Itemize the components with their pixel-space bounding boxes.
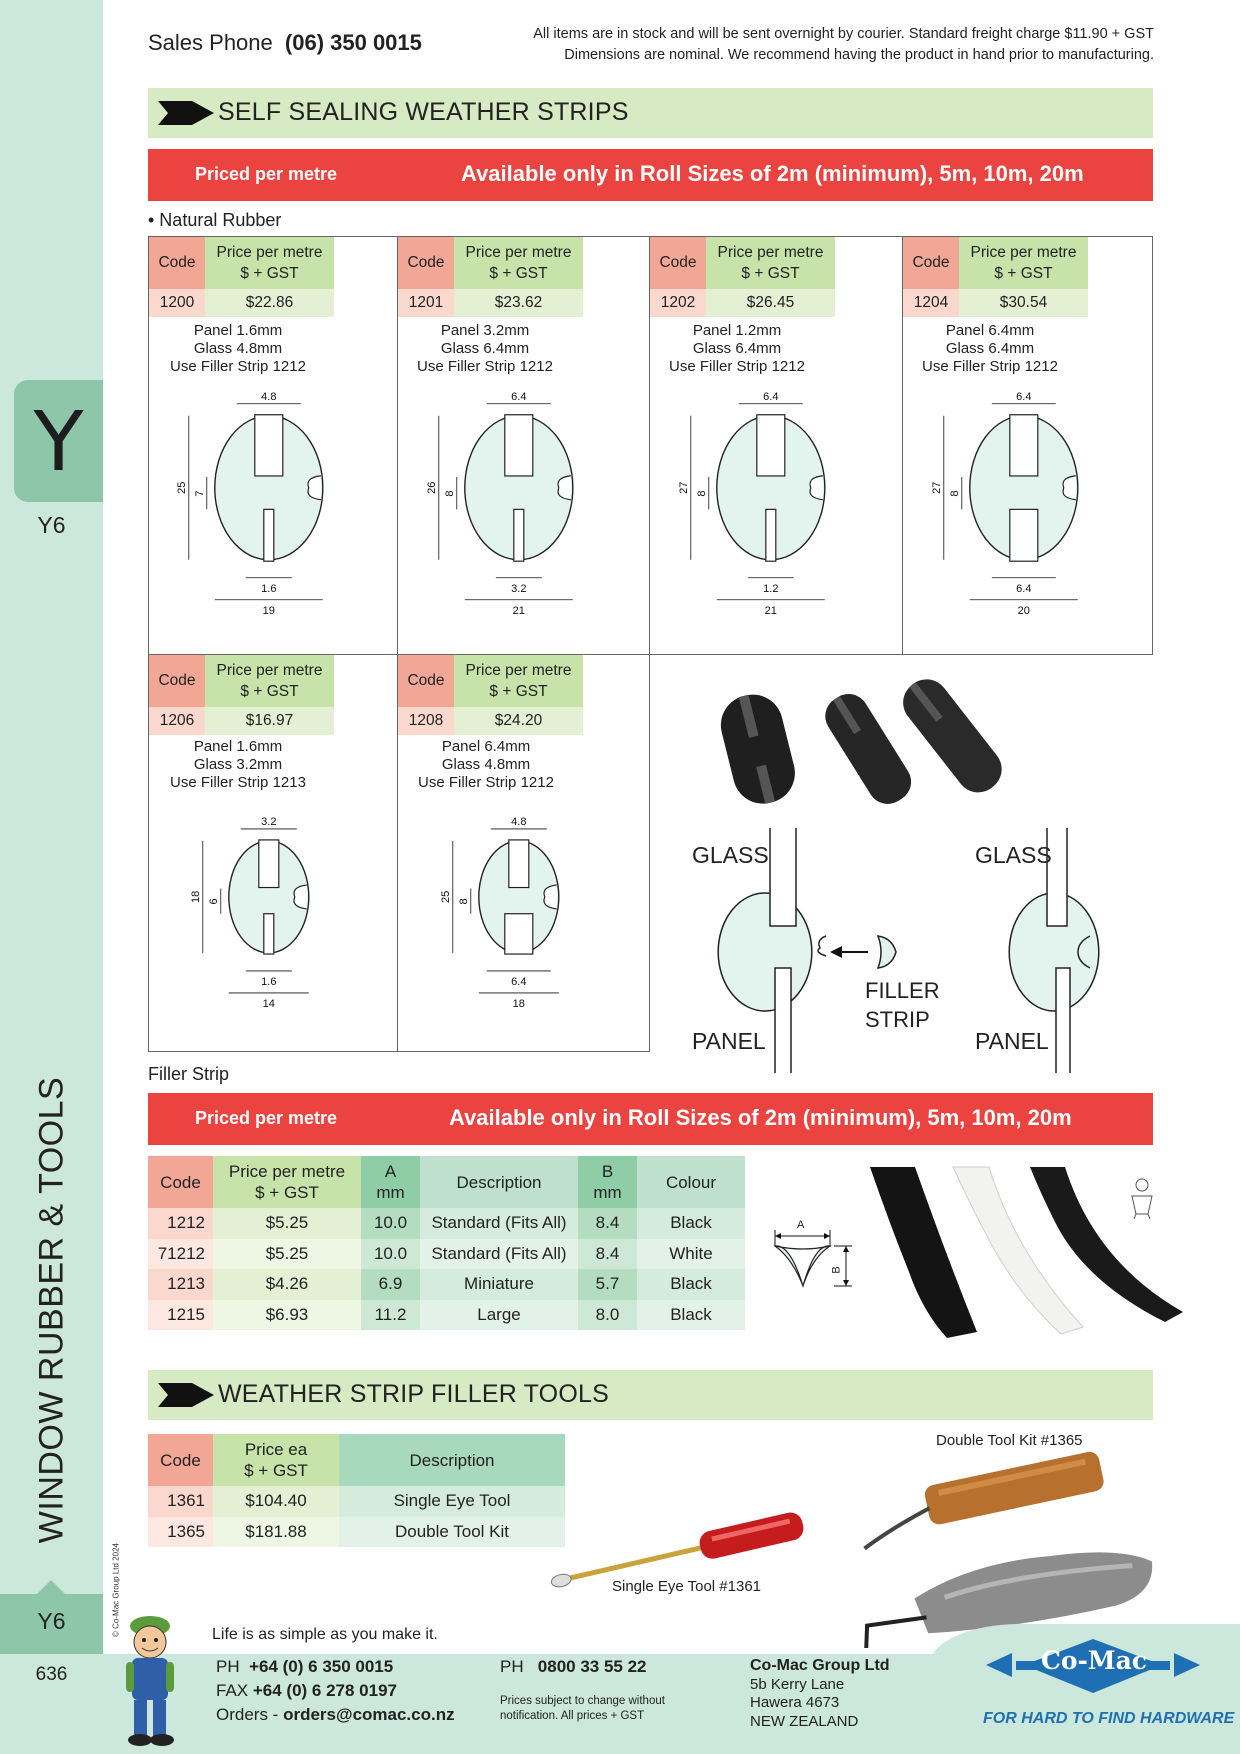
product-spec: Panel 3.2mm Glass 6.4mm Use Filler Strip 1212	[417, 322, 553, 375]
profile-diagram-1208	[420, 808, 610, 1042]
footer-orders: Orders - orders@comac.co.nz	[216, 1705, 455, 1724]
panel-slot	[264, 914, 274, 954]
height-dimension-label: 27	[930, 481, 943, 494]
code-header: Code	[398, 655, 454, 707]
width-dimension-label: 21	[512, 604, 525, 617]
sales-number: (06) 350 0015	[284, 30, 422, 55]
price-table-1208	[398, 655, 583, 735]
profile-svg	[925, 392, 1115, 644]
filler-groove	[1063, 476, 1076, 500]
filler-strip-table	[148, 1156, 745, 1330]
grid-border	[1152, 236, 1153, 654]
width-dimension-label: 18	[512, 997, 525, 1010]
grid-border	[649, 236, 650, 1051]
profile-svg	[420, 808, 610, 1042]
arrow-icon	[158, 101, 214, 125]
glass-slot	[509, 840, 529, 888]
shipping-notice	[533, 24, 1154, 66]
width-dimension-label: 19	[262, 604, 275, 617]
mascot-sketch	[1126, 1176, 1160, 1220]
grid-border	[397, 236, 398, 1051]
profile-svg	[672, 392, 862, 644]
panel-slot	[505, 914, 533, 954]
price-table-1200	[149, 237, 334, 317]
panel-slot	[514, 509, 524, 561]
section-code-top: Y6	[37, 512, 66, 538]
slogan: Life is as simple as you make it.	[212, 1626, 438, 1643]
slot-dimension-label: 1.6	[261, 975, 277, 988]
top-dimension-label: 6.4	[511, 392, 527, 403]
column-header: Code	[148, 1156, 213, 1208]
panel-slot	[1010, 509, 1038, 561]
filler-groove	[308, 476, 321, 500]
section-title: SELF SEALING WEATHER STRIPS	[218, 98, 629, 126]
product-spec: Panel 6.4mm Glass 6.4mm Use Filler Strip 1212	[922, 322, 1058, 375]
product-code: 1206	[149, 707, 205, 735]
table-row: 1365 $181.88 Double Tool Kit	[148, 1517, 565, 1548]
inner-dimension-label: 8	[695, 490, 708, 497]
column-header: Code	[148, 1434, 213, 1486]
price-header: Price per metre $ + GST	[454, 237, 583, 289]
product-price: $24.20	[454, 707, 583, 735]
filler-groove	[810, 476, 823, 500]
table-row: 71212 $5.25 10.0 Standard (Fits All) 8.4 White	[148, 1239, 745, 1270]
product-code: 1204	[903, 289, 959, 317]
glass-slot	[1010, 415, 1038, 476]
copyright: © Co-Mac Group Ltd 2024	[111, 1543, 121, 1637]
filler-groove	[544, 885, 557, 909]
code-header: Code	[903, 237, 959, 289]
inner-dimension-label: 7	[193, 490, 206, 497]
grid-border	[148, 1051, 650, 1052]
logo-text: Co-Mac	[1040, 1646, 1148, 1675]
filler-groove	[294, 885, 307, 909]
slot-dimension-label: 6.4	[511, 975, 527, 988]
price-header: Price per metre $ + GST	[205, 237, 334, 289]
dimension-b-label: B	[830, 1266, 843, 1274]
roll-sizes: Available only in Roll Sizes of 2m (minimum), 5m, 10m, 20m	[461, 161, 1084, 186]
section-header-weather-strips	[148, 88, 1153, 138]
filler-label-2: STRIP	[865, 1007, 930, 1032]
inner-dimension-label: 8	[948, 490, 961, 497]
price-table-1202	[650, 237, 835, 317]
table-row: 1361 $104.40 Single Eye Tool	[148, 1486, 565, 1517]
column-header: A mm	[361, 1156, 420, 1208]
inner-dimension-label: 6	[207, 898, 220, 905]
top-dimension-label: 6.4	[763, 392, 779, 403]
width-dimension-label: 21	[764, 604, 777, 617]
filler-groove	[558, 476, 571, 500]
product-price: $30.54	[959, 289, 1088, 317]
priced-label: Priced per metre	[195, 164, 338, 184]
table-row: 1213 $4.26 6.9 Miniature 5.7 Black	[148, 1269, 745, 1300]
rubber-strips-photo	[715, 665, 1025, 815]
product-price: $26.45	[706, 289, 835, 317]
price-table-1206	[149, 655, 334, 735]
top-dimension-label: 6.4	[1016, 392, 1032, 403]
product-spec: Panel 6.4mm Glass 4.8mm Use Filler Strip 1212	[418, 738, 554, 791]
roll-sizes: Available only in Roll Sizes of 2m (minimum), 5m, 10m, 20m	[449, 1105, 1072, 1130]
profile-svg	[420, 392, 610, 644]
height-dimension-label: 26	[425, 481, 438, 494]
slot-dimension-label: 3.2	[511, 582, 527, 595]
pricing-banner	[148, 149, 1153, 201]
bottom-tab-notch	[37, 1580, 65, 1594]
notice-line-2: Dimensions are nominal. We recommend having the product in hand prior to manufacturing.	[564, 47, 1154, 63]
single-tool-caption: Single Eye Tool #1361	[612, 1578, 762, 1595]
panel-label-left: PANEL	[692, 1028, 766, 1054]
inner-dimension-label: 8	[457, 898, 470, 905]
sales-label: Sales Phone	[148, 30, 273, 55]
code-header: Code	[398, 237, 454, 289]
slot-dimension-label: 1.2	[763, 582, 779, 595]
priced-label: Priced per metre	[195, 1108, 338, 1128]
double-tool-caption: Double Tool Kit #1365	[936, 1432, 1083, 1449]
profile-diagram-1204	[925, 392, 1115, 644]
code-header: Code	[149, 655, 205, 707]
double-tool-kit-photo	[855, 1448, 1165, 1648]
top-dimension-label: 3.2	[261, 815, 277, 828]
product-code: 1201	[398, 289, 454, 317]
glass-label-right: GLASS	[975, 842, 1052, 868]
product-code: 1208	[398, 707, 454, 735]
price-header: Price per metre $ + GST	[706, 237, 835, 289]
panel-slot	[264, 509, 274, 561]
price-table-1204	[903, 237, 1088, 317]
footer-fax: FAX +64 (0) 6 278 0197	[216, 1681, 398, 1700]
height-dimension-label: 25	[175, 481, 188, 494]
price-header: Price per metre $ + GST	[454, 655, 583, 707]
tools-table	[148, 1434, 565, 1547]
footer-phone: PH +64 (0) 6 350 0015	[216, 1657, 394, 1676]
sales-phone	[148, 30, 422, 56]
profile-diagram-1202	[672, 392, 862, 644]
mascot-icon	[112, 1608, 190, 1748]
single-eye-tool-photo	[545, 1508, 815, 1588]
height-dimension-label: 25	[439, 890, 452, 904]
column-header: Price ea $ + GST	[213, 1434, 339, 1486]
inner-dimension-label: 8	[443, 490, 456, 497]
glass-slot	[757, 415, 785, 476]
section-header-tools	[148, 1370, 1153, 1420]
top-dimension-label: 4.8	[261, 392, 277, 403]
filler-label-1: FILLER	[865, 978, 940, 1003]
glass-slot	[255, 415, 283, 476]
footer-freephone: PH 0800 33 55 22	[500, 1657, 647, 1676]
panel-label-right: PANEL	[975, 1028, 1049, 1054]
column-header: Price per metre $ + GST	[213, 1156, 361, 1208]
notice-line-1: All items are in stock and will be sent overnight by courier. Standard freight charge $11.90 + GST	[533, 26, 1154, 42]
product-spec: Panel 1.2mm Glass 6.4mm Use Filler Strip 1212	[669, 322, 805, 375]
table-row: 1215 $6.93 11.2 Large 8.0 Black	[148, 1300, 745, 1331]
slot-dimension-label: 6.4	[1016, 582, 1032, 595]
company-address: Co-Mac Group Ltd 5b Kerry Lane Hawera 4673 NEW ZEALAND	[750, 1657, 890, 1730]
column-header: Description	[339, 1434, 565, 1486]
height-dimension-label: 27	[677, 481, 690, 494]
filler-profile-diagram	[770, 1216, 860, 1294]
filler-strip-heading: Filler Strip	[148, 1064, 230, 1084]
section-code-bottom: Y6	[37, 1608, 66, 1634]
price-table-1201	[398, 237, 583, 317]
section-tab-letter: Y	[33, 395, 84, 490]
filler-pricing-banner	[148, 1093, 1153, 1145]
profile-diagram-1201	[420, 392, 610, 644]
arrow-icon	[158, 1383, 214, 1407]
code-header: Code	[650, 237, 706, 289]
glass-slot	[259, 840, 279, 888]
top-dimension-label: 4.8	[511, 815, 527, 828]
table-row: 1212 $5.25 10.0 Standard (Fits All) 8.4 Black	[148, 1208, 745, 1239]
material-heading: • Natural Rubber	[148, 210, 282, 230]
category-title: WINDOW RUBBER & TOOLS	[32, 1076, 71, 1544]
product-price: $16.97	[205, 707, 334, 735]
width-dimension-label: 20	[1017, 604, 1030, 617]
prices-note: Prices subject to change without notification. All prices + GST	[500, 1695, 665, 1722]
price-header: Price per metre $ + GST	[205, 655, 334, 707]
slot-dimension-label: 1.6	[261, 582, 277, 595]
code-header: Code	[149, 237, 205, 289]
profile-diagram-1206	[170, 808, 360, 1042]
logo-tagline: FOR HARD TO FIND HARDWARE	[983, 1710, 1235, 1727]
section-title: WEATHER STRIP FILLER TOOLS	[218, 1380, 609, 1408]
column-header: Description	[420, 1156, 578, 1208]
page-number: 636	[35, 1664, 68, 1685]
product-code: 1200	[149, 289, 205, 317]
panel-slot	[766, 509, 776, 561]
product-code: 1202	[650, 289, 706, 317]
price-header: Price per metre $ + GST	[959, 237, 1088, 289]
product-spec: Panel 1.6mm Glass 4.8mm Use Filler Strip 1212	[170, 322, 306, 375]
product-spec: Panel 1.6mm Glass 3.2mm Use Filler Strip 1213	[170, 738, 306, 791]
height-dimension-label: 18	[189, 890, 202, 904]
profile-diagram-1200	[170, 392, 360, 644]
glass-slot	[505, 415, 533, 476]
product-price: $22.86	[205, 289, 334, 317]
dimension-a-label: A	[797, 1219, 805, 1231]
glass-label-left: GLASS	[692, 842, 769, 868]
profile-svg	[170, 808, 360, 1042]
product-price: $23.62	[454, 289, 583, 317]
profile-svg	[170, 392, 360, 644]
width-dimension-label: 14	[262, 997, 275, 1010]
column-header: Colour	[637, 1156, 745, 1208]
column-header: B mm	[578, 1156, 637, 1208]
